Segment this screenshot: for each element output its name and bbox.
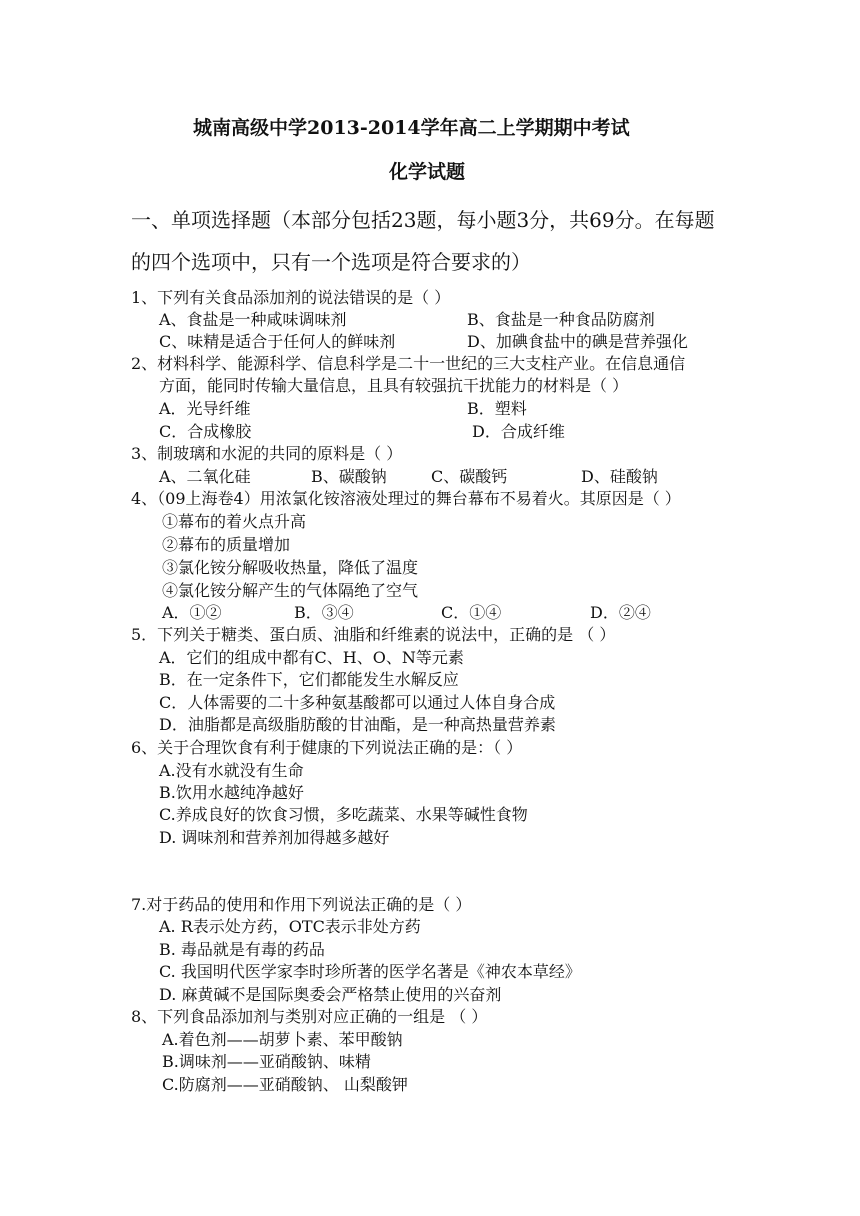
question-7-option-b: B. 毒品就是有毒的药品	[159, 940, 325, 959]
question-4-option-c: C．①④	[441, 603, 502, 622]
question-2-option-d: D．合成纤维	[472, 422, 565, 441]
question-7-option-c: C. 我国明代医学家李时珍所著的医学名著是《神农本草经》	[159, 962, 581, 981]
question-5-option-c: C．人体需要的二十多种氨基酸都可以通过人体自身合成	[159, 693, 556, 712]
exam-subtitle: 化学试题	[389, 161, 466, 183]
question-7-option-d: D. 麻黄碱不是国际奥委会严格禁止使用的兴奋剂	[159, 985, 502, 1004]
question-4-stem: 4、（09上海卷4）用浓氯化铵溶液处理过的舞台幕布不易着火。其原因是（ ）	[131, 489, 681, 508]
question-2-stem-line1: 2、材料科学、能源科学、信息科学是二十一世纪的三大支柱产业。在信息通信	[131, 354, 686, 373]
question-7-option-a: A. R表示处方药，OTC表示非处方药	[159, 917, 421, 936]
question-8-option-b: B.调味剂——亚硝酸钠、味精	[162, 1052, 371, 1071]
question-3-option-c: C、碳酸钙	[431, 467, 508, 486]
question-2-stem-line2: 方面，能同时传输大量信息，且具有较强抗干扰能力的材料是（ ）	[159, 376, 629, 395]
question-2-option-b: B．塑料	[467, 399, 527, 418]
question-1-option-b: B、食盐是一种食品防腐剂	[467, 310, 655, 329]
question-6-stem: 6、关于合理饮食有利于健康的下列说法正确的是：（ ）	[131, 738, 523, 757]
question-6-option-a: A.没有水就没有生命	[159, 761, 304, 780]
question-8-option-a: A.着色剂——胡萝卜素、苯甲酸钠	[162, 1030, 403, 1049]
section-heading-line1: 一、单项选择题（本部分包括23题，每小题3分，共69分。在每题	[131, 208, 715, 232]
question-3-option-d: D、硅酸钠	[581, 467, 658, 486]
question-4-statement-3: ③氯化铵分解吸收热量，降低了温度	[162, 558, 419, 577]
question-5-option-d: D．油脂都是高级脂肪酸的甘油酯，是一种高热量营养素	[159, 715, 556, 734]
question-6-option-c: C.养成良好的饮食习惯，多吃蔬菜、水果等碱性食物	[159, 805, 528, 824]
question-4-option-d: D．②④	[590, 603, 651, 622]
question-2-option-c: C．合成橡胶	[159, 422, 252, 441]
question-3-stem: 3、制玻璃和水泥的共同的原料是（ ）	[131, 444, 403, 463]
question-5-option-a: A．它们的组成中都有C、H、O、N等元素	[159, 648, 464, 667]
question-5-option-b: B．在一定条件下，它们都能发生水解反应	[159, 670, 459, 689]
question-1-option-c: C、味精是适合于任何人的鲜味剂	[159, 332, 396, 351]
question-4-statement-4: ④氯化铵分解产生的气体隔绝了空气	[162, 581, 419, 600]
question-4-option-a: A．①②	[162, 603, 222, 622]
question-5-stem: 5．下列关于糖类、蛋白质、油脂和纤维素的说法中，正确的是 （ ）	[131, 625, 616, 644]
question-7-stem: 7.对于药品的使用和作用下列说法正确的是（ ）	[131, 895, 472, 914]
question-4-statement-2: ②幕布的质量增加	[162, 535, 291, 554]
question-1-stem: 1、下列有关食品添加剂的说法错误的是（ ）	[131, 288, 451, 307]
exam-title: 城南高级中学2013-2014学年高二上学期期中考试	[193, 117, 630, 139]
question-6-option-d: D. 调味剂和营养剂加得越多越好	[159, 828, 390, 847]
question-3-option-b: B、碳酸钠	[311, 467, 387, 486]
question-8-option-c: C.防腐剂——亚硝酸钠、 山梨酸钾	[162, 1075, 408, 1094]
section-heading-line2: 的四个选项中，只有一个选项是符合要求的）	[131, 250, 531, 274]
question-1-option-a: A、食盐是一种咸味调味剂	[159, 310, 347, 329]
question-6-option-b: B.饮用水越纯净越好	[159, 783, 304, 802]
question-4-option-b: B．③④	[294, 603, 354, 622]
question-3-option-a: A、二氧化硅	[159, 467, 251, 486]
question-4-statement-1: ①幕布的着火点升高	[162, 512, 307, 531]
question-8-stem: 8、下列食品添加剂与类别对应正确的一组是 （ ）	[131, 1007, 488, 1026]
question-1-option-d: D、加碘食盐中的碘是营养强化	[467, 332, 688, 351]
question-2-option-a: A．光导纤维	[159, 399, 251, 418]
